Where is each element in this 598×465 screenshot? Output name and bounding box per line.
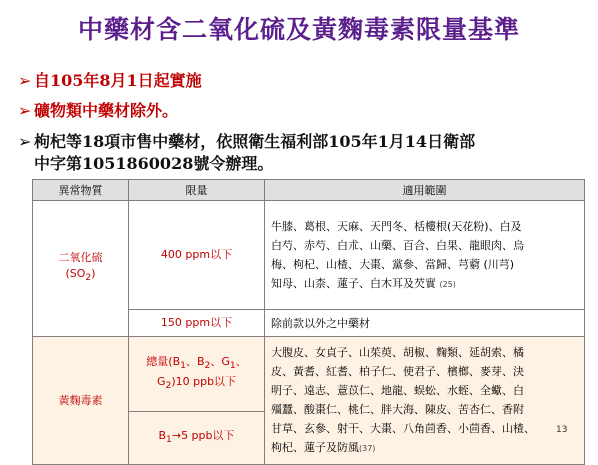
header-limit: 限量: [129, 180, 265, 201]
arrow-right-icon: →: [171, 428, 182, 442]
limit-standards-table: [32, 179, 585, 465]
limit-150ppm: 150 ppm以下: [129, 310, 265, 337]
limit-b1: $B_1\to 5$ ppb以下: [129, 412, 265, 465]
arrow-bullet-icon: ➢: [18, 71, 32, 90]
bullet-regulation: [18, 131, 588, 175]
arrow-bullet-icon: ➢: [18, 132, 32, 151]
table-row: [33, 201, 585, 310]
header-scope: 適用範圍: [265, 180, 585, 201]
slide-title: 中藥材含二氧化硫及黃麴毒素限量基準: [77, 15, 520, 44]
substance-formula: $(SO_2)$: [65, 267, 96, 284]
bullet-effective-date: [18, 70, 202, 92]
bullet-mineral-exclusion: [18, 100, 178, 122]
limit-total-aflatoxin: 總量($B_1$、$B_2$、$G_1$、 $G_2)10$ ppb以下: [129, 337, 265, 412]
header-substance: 異常物質: [33, 180, 129, 201]
bullet-text: 自105年8月1日起實施: [34, 71, 202, 90]
scope-400ppm: 牛膝、葛根、天麻、天門冬、栝樓根(天花粉)、白及 白芍、赤芍、白朮、山藥、百合、白果、龍眼肉、烏 梅、枸杞、山楂、大棗、黨參、當歸、芎藭 (川芎) 知母、山柰、蓮子、白木耳及芡實 (25): [265, 201, 585, 310]
limit-400ppm: 400 ppm以下: [129, 201, 265, 310]
bullet-text: 礦物類中藥材除外。: [34, 101, 179, 120]
substance-aflatoxin: 黃麴毒素: [33, 337, 129, 465]
table-header-row: [33, 180, 585, 201]
scope-150ppm: 除前款以外之中藥材: [265, 310, 585, 337]
reference-count: (25): [439, 279, 456, 289]
arrow-bullet-icon: ➢: [18, 101, 32, 120]
page-number: 13: [556, 425, 568, 435]
scope-aflatoxin: 大腹皮、女貞子、山茱萸、胡椒、麴類、延胡索、橘 皮、黃耆、紅耆、柏子仁、使君子、檳榔、麥芽、決 明子、遠志、薏苡仁、地龍、蜈蚣、水蛭、全蠍、白 殭蠶、酸棗仁、桃仁、胖大海、陳皮、苦杏仁、香附 甘草、玄參、射干、大棗、八角茴香、小茴香、山楂、 枸杞、蓮子及防風(37): [265, 337, 585, 465]
substance-so2: [33, 201, 129, 337]
reference-count: (37): [359, 444, 376, 453]
bullet-text-line2: 中字第1051860028號令辦理。: [34, 154, 274, 173]
bullet-text-line1: 枸杞等18項市售中藥材，依照衛生福利部105年1月14日衛部: [34, 132, 476, 151]
table-row: [33, 337, 585, 412]
substance-name: 二氧化硫: [58, 251, 103, 265]
